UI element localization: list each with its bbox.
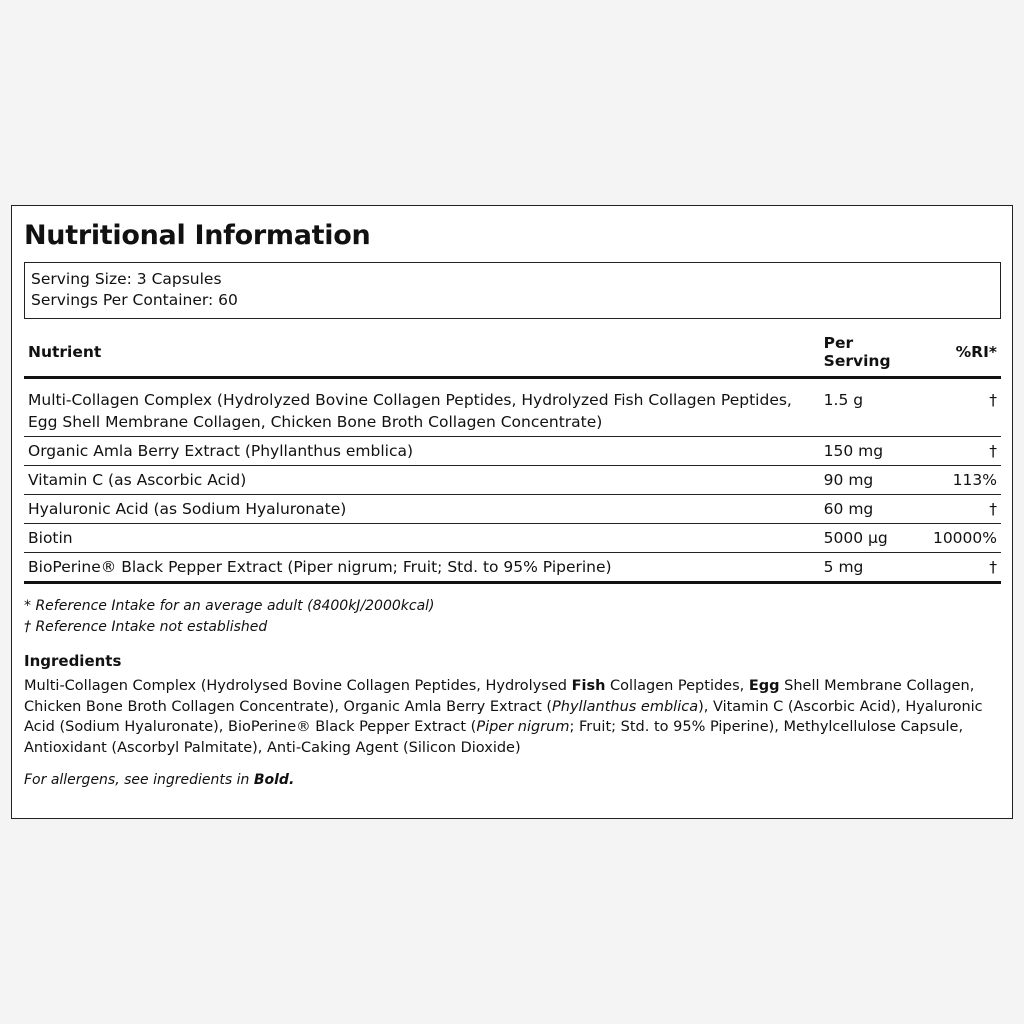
- nutrient-ri: †: [929, 495, 1001, 524]
- table-row: [24, 553, 1001, 583]
- servings-per-container: Servings Per Container: 60: [31, 291, 238, 309]
- nutrient-name: Organic Amla Berry Extract (Phyllanthus emblica): [24, 437, 820, 466]
- header-nutrient: Nutrient: [24, 328, 820, 378]
- nutrient-name: Biotin: [24, 524, 820, 553]
- nutrient-amount: 90 mg: [820, 466, 929, 495]
- ingredients-part: Collagen Peptides,: [605, 678, 749, 694]
- latin-name: Phyllanthus emblica: [552, 698, 699, 715]
- nutrient-name: BioPerine® Black Pepper Extract (Piper nigrum; Fruit; Std. to 95% Piperine): [24, 553, 820, 583]
- footnotes: [24, 596, 435, 638]
- ingredients-part: Shell Membrane Collagen, Chicken Bone Broth Collagen Concentrate), Organic Amla Berry Extract (: [24, 678, 975, 715]
- allergen-note-bold: Bold.: [253, 772, 295, 788]
- nutrient-ri: †: [929, 553, 1001, 583]
- nutrient-amount: 1.5 g: [820, 378, 929, 437]
- nutrient-ri: †: [929, 378, 1001, 437]
- table-header-row: [24, 328, 1001, 378]
- header-ri: %RI*: [929, 328, 1001, 378]
- serving-size: Serving Size: 3 Capsules: [31, 270, 222, 288]
- table-row: [24, 466, 1001, 495]
- dagger-footnote: † Reference Intake not established: [24, 619, 268, 635]
- table-row: [24, 378, 1001, 437]
- ingredients-part: ), Vitamin C (Ascorbic Acid), Hyaluronic Acid (Sodium Hyaluronate), BioPerine® Black Pepper Extract (: [24, 698, 983, 735]
- nutrient-table: [24, 328, 1001, 584]
- ingredients-part: ; Fruit; Std. to 95% Piperine), Methylcellulose Capsule, Antioxidant (Ascorbyl Palmitate), Anti-Caking Agent (Silicon Dioxide): [24, 719, 964, 756]
- ingredients-heading: Ingredients: [24, 652, 122, 670]
- allergen-note-text: For allergens, see ingredients in: [24, 772, 254, 788]
- nutrient-name: Multi-Collagen Complex (Hydrolyzed Bovine Collagen Peptides, Hydrolyzed Fish Collagen Peptides, Egg Shell Membrane Collagen, Chicken Bone Broth Collagen Concentrate): [24, 378, 820, 437]
- ri-footnote: * Reference Intake for an average adult (8400kJ/2000kcal): [24, 598, 435, 614]
- page-title: Nutritional Information: [24, 220, 371, 251]
- header-per-serving: Per Serving: [820, 328, 929, 378]
- nutrient-ri: †: [929, 437, 1001, 466]
- serving-info-box: [24, 262, 1001, 319]
- allergen-fish: Fish: [571, 678, 606, 694]
- nutrient-amount: 60 mg: [820, 495, 929, 524]
- ingredients-text: [24, 676, 999, 758]
- nutrient-amount: 5000 µg: [820, 524, 929, 553]
- nutrient-name: Vitamin C (as Ascorbic Acid): [24, 466, 820, 495]
- nutrient-ri: 10000%: [929, 524, 1001, 553]
- allergen-egg: Egg: [748, 678, 780, 694]
- nutrient-ri: 113%: [929, 466, 1001, 495]
- table-row: [24, 495, 1001, 524]
- nutrient-amount: 5 mg: [820, 553, 929, 583]
- allergen-note: [24, 772, 294, 788]
- nutrient-amount: 150 mg: [820, 437, 929, 466]
- latin-name: Piper nigrum: [476, 719, 570, 735]
- nutrition-panel: [11, 205, 1013, 819]
- ingredients-part: Multi-Collagen Complex (Hydrolysed Bovine Collagen Peptides, Hydrolysed: [24, 678, 572, 694]
- nutrient-name: Hyaluronic Acid (as Sodium Hyaluronate): [24, 495, 820, 524]
- table-row: [24, 524, 1001, 553]
- table-row: [24, 437, 1001, 466]
